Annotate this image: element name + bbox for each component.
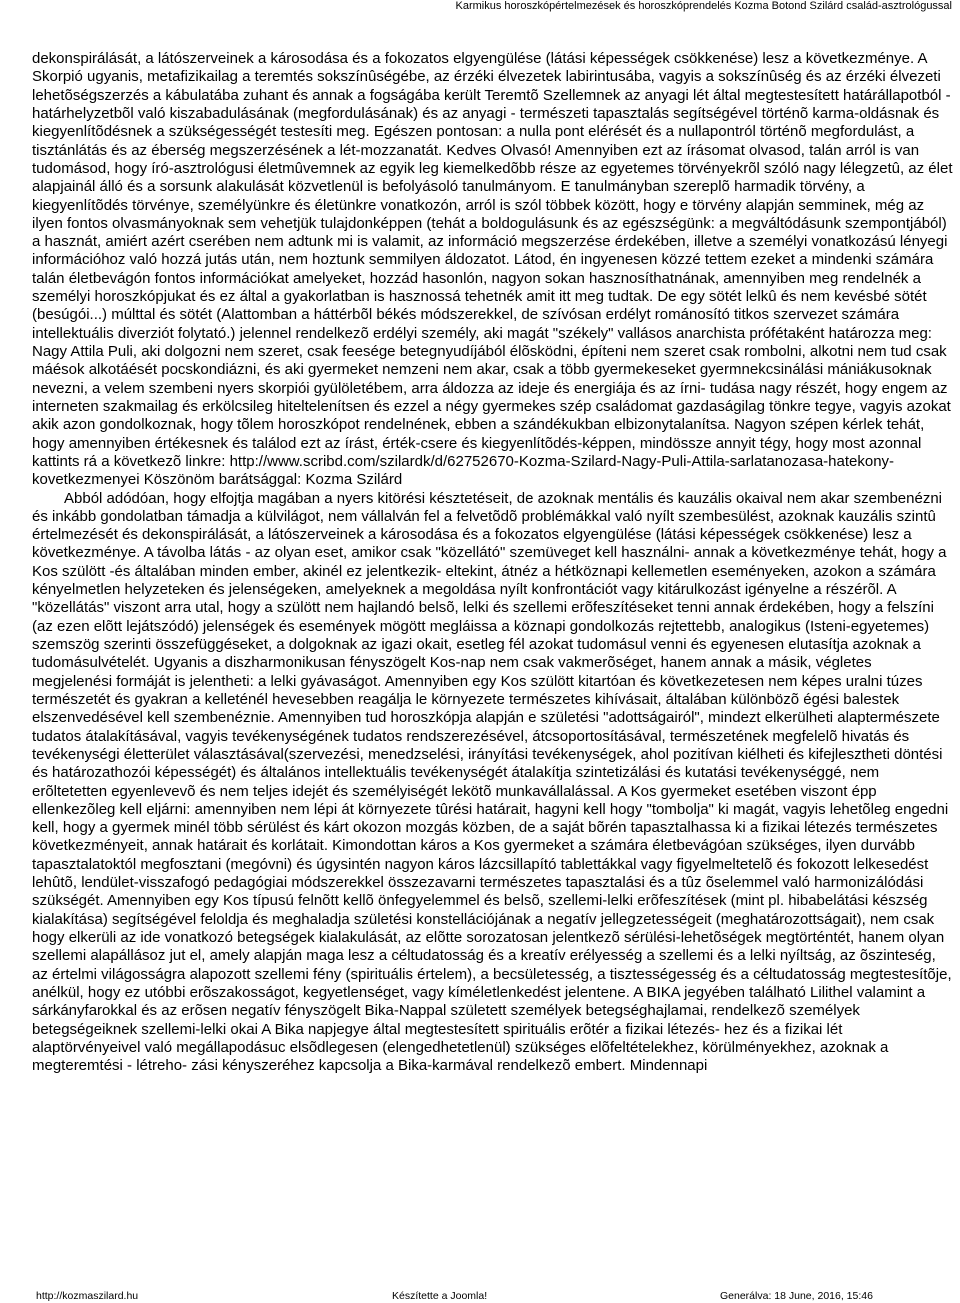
- page-header: [0, 0, 960, 12]
- article-body: [32, 50, 954, 1290]
- footer-credit: Készítette a Joomla!: [392, 1290, 488, 1302]
- footer-site-link[interactable]: http://kozmaszilard.hu: [36, 1290, 139, 1302]
- page-footer: [0, 1289, 960, 1303]
- site-title: Karmikus horoszkópértelmezések és horoszkóprendelés Kozma Botond Szilárd család-asztrológussal: [455, 0, 952, 12]
- article-paragraph-2: Abból adódóan, hogy elfojtja magában a nyers kitörési késztetéseit, de azoknak mentális és kauzális okaival nem akar szembenézni és inkább gondolatban támadja a külvilágot, nem vállalván fel a felvetõdõ problémákkal való nyílt szembesülést, azoknak kauzális szintû értelmezését és dekonspirálását, a látószerveinek a károsodása és a fokozatos elgyengülése (látási képességek csökkenése) lesz a következménye. A távolba látás - az olyan eset, amikor csak "közellátó" szemüveget kell használni- annak a következménye tehát, hogy a Kos szülött -és általában minden ember, akinél ez jelentkezik- eltekint, átnéz a hétköznapi kellemetlen eseményeken, azokon a számára kényelmetlen helyzeteken és jelenségeken, amelyeknek a megoldása nyílt konfrontációt vagy kitárulkozást igényelne a részérõl. A "közellátás" viszont arra utal, hogy a szülött nem hajlandó belsõ, lelki és szellemi erõfeszítéseket tenni annak érdekében, hogy a felszíni (az ezen elõtt lejátszódó) jelenségek és események mögött megláissa a köznapi gondolkozás rejtettebb, analogikus (Isteni-egyetemes) szemszög szerinti összefüggéseket, a dolgoknak az igazi okait, esetleg fél azokat tudomásul venni és egyenesen elutasítja azoknak a tudomásulvételét. Ugyanis a diszharmonikusan fényszögelt Kos-nap nem csak vakmerõséget, hanem annak a másik, végletes megjelenési formáját is jelentheti: a lelki gyávaságot. Amennyiben egy Kos szülött kitartóan és következetesen nem képes uralni túzes természetét és gyakran a kelleténél hevesebben reagálja le környezete természetes kihívásait, általában különbözõ égési balestek elszenvedésével kell szembenéznie. Amennyiben tud horoszkópja alapján e születési "adottságairól", mindezt elkerülheti alaptermészete tudatos átalakításával, vagyis tevékenységének tudatos rendszerezésével, átcsoportosításával, természetének megfelelõ hivatás és tevékenységi életterület választásával(szervezési, menedzselési, irányítási tevékenységek, ahol pozitívan kiélheti és kifejlesztheti döntési és határozathozói képességét) és általános intellektuális tevékenységét átalakítja szintetizálási és kutatási tevékenységgé, nem erõltetetten egyenlevevõ és nem teljes idejét és személyiségét lekötõ munkavállalással. A Kos gyermeket esetében viszont épp ellenkezõleg kell eljárni: amennyiben nem lépi át környezete tûrési határait, hagyni kell hogy "tombolja" ki magát, vagyis lehetõleg engedni kell, hogy a gyermek minél több sérülést és kárt okozon mozgás közben, de a saját bõrén tapasztalhassa ki a fizikai létezés természetes következményeit, annak határait és korlátait. Kimondottan káros a Kos gyermeket a számára életbevágóan szükséges, ilyen durvább tapasztalatoktól megfosztani (megóvni) és úgysintén nagyon káros lázcsillapító tablettákkal vagy figyelmeltetelõ és fokozott lelkesedést lehûtõ, lendület-visszafogó pedagógiai módszerekkel összezavarni természetes tapasztalási és a tûz õselemmel való harmonizálódási szükségét. Amennyiben egy Kos típusú felnõtt kellõ önfegyelemmel és belsõ, szellemi-lelki erõfeszítések (mint pl. hibabelátási készség kialakítása) segítségével feloldja és meghaladja születési konstellációjának a negatív jellegzetességeit (meghatározottságait), nem csak hogy elkerüli az ide vonatkozó betegségek kialakulását, az elõtte sorozatosan jelentkezõ sérülési-lehetõségek megtörténtét, hanem olyan szellemi alapállásoz jut el, amely alapján maga lesz a céltudatosság és a kreatív erélyesség a szellemi és a lelki nyíltság, az õszinteség, az értelmi világosságra alapozott szellemi fény (spirituális értelem), a becsületesség, a tisztességesség és a céltudatosság megtestesítõje, anélkül, hogy ez utóbbi erõszakosságot, kegyetlenséget, vagy kíméletlenkedést jelentene. A BIKA jegyében található Lilithel valamint a sárkányfarokkal és az erõsen negatív fényszögelt Bika-Nappal született személyek betegséghajlamai, rendelkezõ személyek betegségeiknek szellemi-lelki okai A Bika napjegye által megtestesített spirituális erõtér a fizikai létezés- hez és a fizikai lét alaptörvényeivel való megállapodásuc elsõdlegesen (elengedhetetlenül) szükséges elõfeltételekhez, körülményekhez, azoknak a megteremtési - létreho- zási kényszeréhez kapcsolja a Bika-karmával rendelkezõ embert. Mindennapi: [32, 489, 952, 1075]
- article-paragraph-1: dekonspirálását, a látószerveinek a károsodása és a fokozatos elgyengülése (látási képességek csökkenése) lesz a következménye. A Skorpió ugyanis, metafizikailag a teremtés sokszínûségébe, az érzéki élvezetek labirintusába, vagyis a sokszínûség és az érzéki élvezeti lehetõségszerzés a kábulatába zuhant és annak a fogságába került Teremtõ Szellemnek az anyagi lét által megtestesített határállapotból - határhelyzetbõl való kiszabadulásának (megfordulásának) és az anyagi - természeti tapasztalás segítségével történõ karma-oldásnak és kiegyenlítõdésnek a szükségességét testesíti meg. Egészen pontosan: a nulla pont elérését és a nullapontról történõ megfordulást, a tisztánlátás és az éberség megszerzésének a lét-mozzanatát. Kedves Olvasó! Amennyiben ezt az írásomat olvasod, talán arról is van tudomásod, hogy író-asztrológusi életmûvemnek az egyik leg kiemelkedõbb része az egyetemes törvényekrõl szóló nagy lélegzetû, az élet alapjainál álló és a sorsunk alakulását közvetlenül is befolyásoló tanulmányom. E tanulmányban szereplõ harmadik törvény, a kiegyenlítõdés törvénye, személyünkre és életünkre vonatkozón, arról is szól többek között, hogy e törvény alapján semminek, még az ilyen fontos olvasmányoknak sem vehetjük tulajdonképpen (tehát a boldogulásunk és az egészségünk: a megváltódásunk szempontjából) a hasznát, amiért azért cserében nem adtunk mi is valamit, az információ megszerzése érdekében, illetve a személyi vonatkozású lényegi információhoz való hozzá jutás után, nem hoztunk semmilyen áldozatot. Látod, én ingyenesen közzé tettem ezeket a mindenki számára talán életbevágón fontos információkat amelyeket, hozzád hasonlón, nagyon sokan hasznosíthatnának, amennyiben meg rendelnék a személyi horoszkópjukat és ez által a gyakorlatban is hasznossá tehetnék amit itt meg tudtak. De egy sötét lelkû és nem kevésbé sötét (besúgói...) múlttal és sötét (Alattomban a háttérbõl békés módszerekkel, de szívósan erdélyt románosító titkos szervezet számára intellektuális diverziót folytató.) jelennel rendelkezõ erdélyi személy, aki magát "székely" vallásos anarchista prófétaként határozza meg: Nagy Attila Puli, aki dolgozni nem szeret, csak feesége betegnyudíjából élõsködni, építeni nem szeret csak rombolni, alkotni nem tud csak máésok alkotáését pocskondiázni, és aki gyermeket nemzeni nem akar, csak a több gyermekeseket gyermnekcsinálási mániákusoknak nevezni, a velem szembeni nyers skorpiói gyülöletébem, arra áldozza az ideje és energiája és az írni- tudása nagy részét, hogy engem az interneten szakmailag és erkölcsileg hiteltelenítsen és ezzel a négy gyermekes szép családomat gazdaságilag tönkre tegye, vagyis azokat akik azon gondolkoznak, hogy tõlem horoszkópot rendelnének, ebben a szándékukban elbizonytalanítsa. Nagyon szépen kérlek tehát, hogy amennyiben értékesnek és találod ezt az írást, érték-csere és kiegyenlítõdés-képpen, mindössze annyit tégy, hogy most azonnal kattints rá a következõ linkre: http://www.scribd.com/szilardk/d/62752670-Kozma-Szilard-Nagy-Puli-Attila-sarlatanozasa-hatekony-kovetkezmenyei Köszönöm barátsággal: Kozma Szilárd: [32, 50, 953, 489]
- footer-generated-date: Generálva: 18 June, 2016, 15:46: [720, 1290, 873, 1302]
